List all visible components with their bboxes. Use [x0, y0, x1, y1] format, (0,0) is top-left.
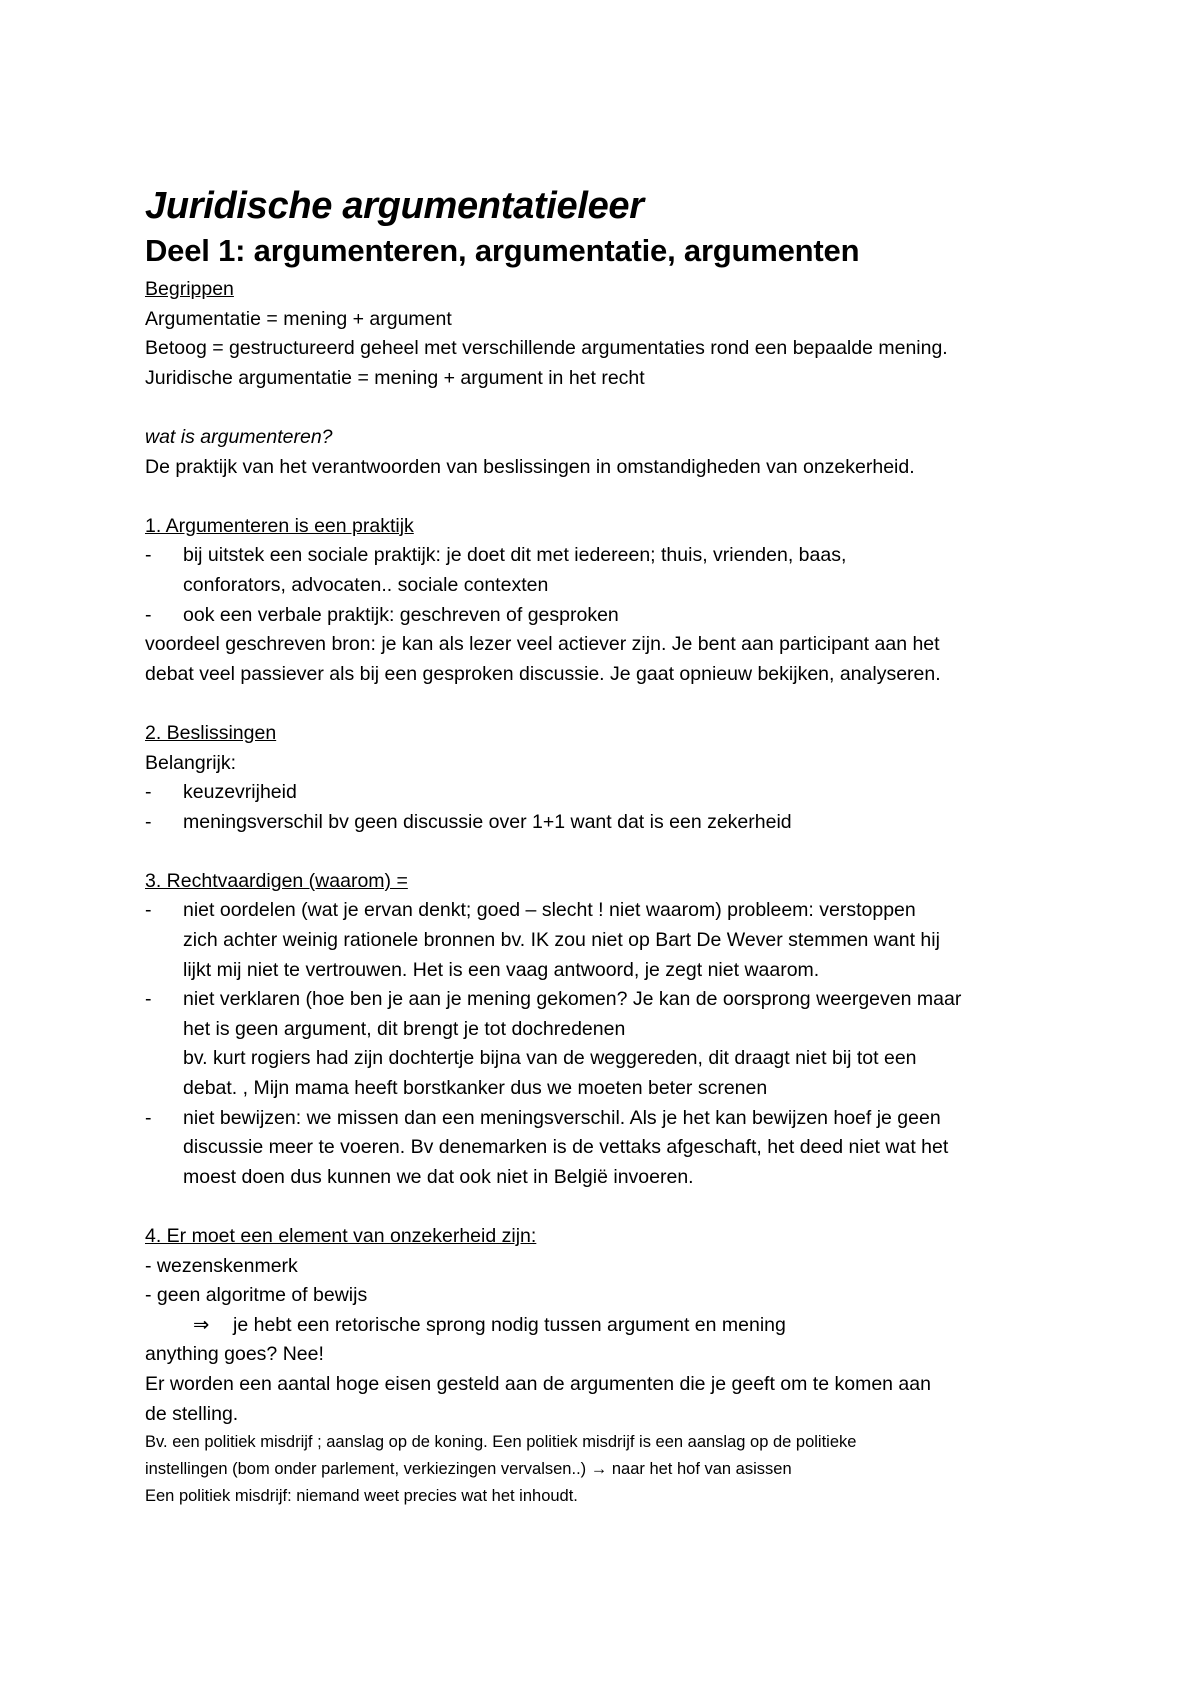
list-item-text: niet bewijzen: we missen dan een meningsverschil. Als je het kan bewijzen hoef je geen [183, 1106, 941, 1129]
list-item-text: conforators, advocaten.. sociale contexten [183, 573, 549, 596]
list-item [145, 985, 1075, 1103]
paragraph-line: de stelling. [145, 1402, 239, 1425]
conclusion-text: je hebt een retorische sprong nodig tussen argument en mening [233, 1313, 786, 1336]
definition-betoog: Betoog = gestructureerd geheel met verschillende argumentaties rond een bepaalde mening. [145, 337, 948, 360]
paragraph-line: debat veel passiever als bij een gesproken discussie. Je gaat opnieuw bekijken, analyseren. [145, 662, 941, 685]
list-item-text: lijkt mij niet te vertrouwen. Het is een vaag antwoord, je zegt niet waarom. [183, 958, 820, 981]
bullet-dash: - [145, 603, 152, 626]
list-item-text: zich achter weinig rationele bronnen bv. IK zou niet op Bart De Wever stemmen want hij [183, 929, 940, 952]
list-item [145, 778, 1075, 808]
conclusion-line [145, 1311, 1075, 1341]
list-item-text: debat. , Mijn mama heeft borstkanker dus we moeten beter screnen [183, 1077, 768, 1100]
list-item [145, 1104, 1075, 1193]
question-answer: De praktijk van het verantwoorden van beslissingen in omstandigheden van onzekerheid. [145, 455, 915, 478]
section-4-heading: 4. Er moet een element van onzekerheid zijn: [145, 1225, 537, 1247]
list-item [145, 541, 1075, 600]
paragraph-line: Er worden een aantal hoge eisen gesteld aan de argumenten die je geeft om te komen aan [145, 1372, 931, 1395]
list-item-text: bv. kurt rogiers had zijn dochtertje bijna van de weggereden, dit draagt niet bij tot een [183, 1047, 917, 1070]
definition-juridische-argumentatie: Juridische argumentatie = mening + argument in het recht [145, 366, 645, 389]
section-2-heading: 2. Beslissingen [145, 721, 277, 744]
bullet-dash: - [145, 781, 152, 804]
document-page [145, 183, 1075, 1510]
list-item [145, 808, 1075, 838]
list-item-text: ook een verbale praktijk: geschreven of gesproken [183, 603, 619, 626]
bullet-dash: - [145, 1106, 152, 1129]
list-item-text: keuzevrijheid [183, 781, 297, 804]
part-heading: Deel 1: argumenteren, argumentatie, argumenten [145, 233, 860, 268]
document-title: Juridische argumentatieleer [145, 185, 644, 227]
bullet-dash: - [145, 810, 152, 833]
list-item-text: moest doen dus kunnen we dat ook niet in België invoeren. [183, 1165, 694, 1188]
section-2-intro: Belangrijk: [145, 751, 237, 774]
example-text: instellingen (bom onder parlement, verkiezingen vervalsen..) [145, 1460, 587, 1479]
bullet-dash: - [145, 988, 152, 1011]
right-arrow-icon: → [590, 1460, 608, 1479]
list-item-text: discussie meer te voeren. Bv denemarken is de vettaks afgeschaft, het deed niet wat het [183, 1136, 949, 1159]
list-item: - geen algoritme of bewijs [145, 1284, 368, 1307]
list-item: - wezenskenmerk [145, 1254, 298, 1277]
paragraph-line: voordeel geschreven bron: je kan als lezer veel actiever zijn. Je bent aan participant aan het [145, 633, 940, 656]
list-item-text: bij uitstek een sociale praktijk: je doet dit met iedereen; thuis, vrienden, baas, [183, 544, 847, 567]
list-item-text: niet verklaren (hoe ben je aan je mening gekomen? Je kan de oorsprong weergeven maar [183, 988, 962, 1011]
example-line: Bv. een politiek misdrijf ; aanslag op de koning. Een politiek misdrijf is een aanslag op de politieke [145, 1433, 857, 1452]
list-item-text: niet oordelen (wat je ervan denkt; goed – slecht ! niet waarom) probleem: verstoppen [183, 899, 916, 922]
section-1-heading: 1. Argumenteren is een praktijk [145, 514, 414, 537]
list-item-text: meningsverschil bv geen discussie over 1+1 want dat is een zekerheid [183, 810, 792, 833]
begrippen-heading: Begrippen [145, 278, 234, 300]
question-heading: wat is argumenteren? [145, 425, 333, 448]
list-item [145, 896, 1075, 985]
list-item [145, 601, 1075, 631]
double-arrow-icon: ⇒ [193, 1313, 210, 1336]
example-line [145, 1456, 1075, 1483]
paragraph-line: anything goes? Nee! [145, 1343, 324, 1366]
bullet-dash: - [145, 899, 152, 922]
bullet-dash: - [145, 544, 152, 567]
section-3-heading: 3. Rechtvaardigen (waarom) = [145, 869, 408, 892]
example-text: naar het hof van asissen [611, 1460, 792, 1479]
definition-argumentatie: Argumentatie = mening + argument [145, 307, 452, 330]
example-line: Een politiek misdrijf: niemand weet precies wat het inhoudt. [145, 1487, 578, 1506]
list-item-text: het is geen argument, dit brengt je tot dochredenen [183, 1017, 626, 1040]
